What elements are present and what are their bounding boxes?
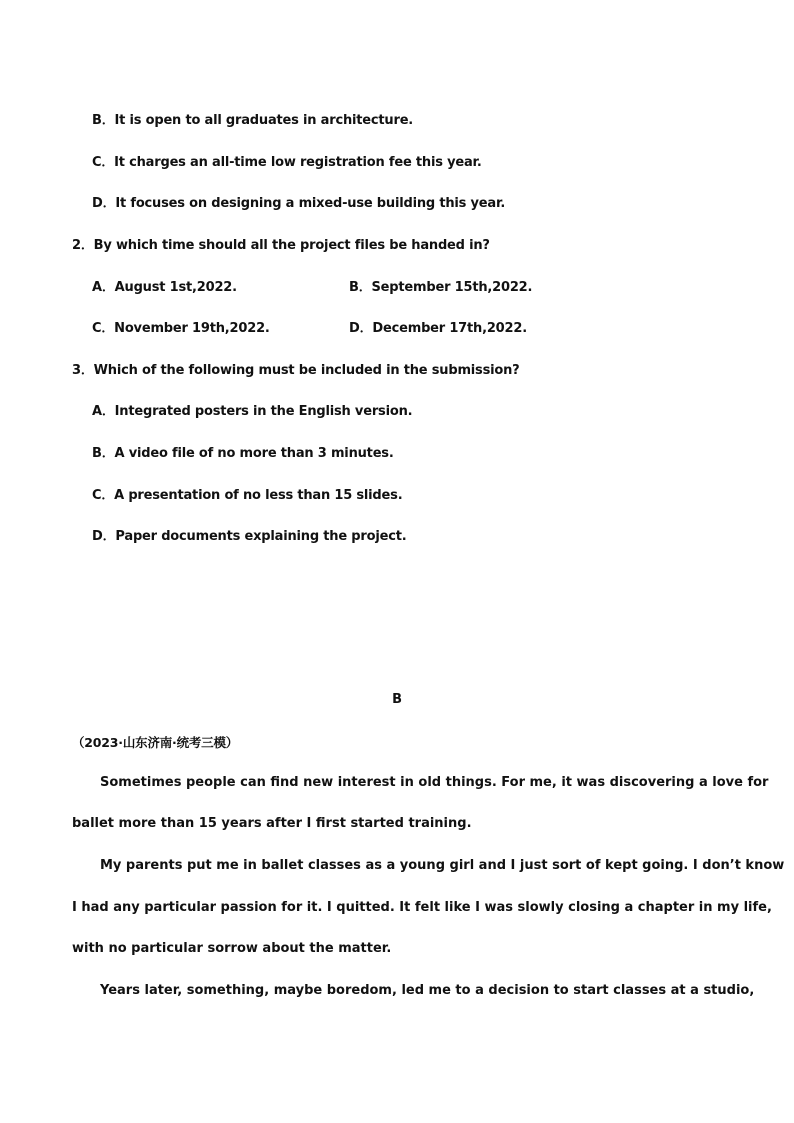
q2-stem: 2．By which time should all the project files be handed in? [72,238,490,253]
paragraph-line: I had any particular passion for it. I quitted. It felt like I was slowly closing a chapter in my life, [72,900,772,915]
paragraph-line: Sometimes people can find new interest in old things. For me, it was discovering a love for [100,775,769,790]
q2-option-d: D．December 17th,2022. [349,321,527,336]
paragraph-line: My parents put me in ballet classes as a young girl and I just sort of kept going. I don’t know [100,858,785,873]
paragraph-3 [72,983,755,1024]
section-heading: B [392,692,402,707]
q1-option-c: C．It charges an all-time low registration fee this year. [92,155,482,170]
paragraph-line: ballet more than 15 years after I first started training. [72,816,472,831]
q3-option-b: B．A video file of no more than 3 minutes. [92,446,394,461]
source-note: （2023·山东济南·统考三模） [72,735,239,750]
q3-option-a: A．Integrated posters in the English version. [92,404,413,419]
q3-option-d: D．Paper documents explaining the project. [92,529,407,544]
q2-option-b: B．September 15th,2022. [349,280,533,295]
paragraph-line: Years later, something, maybe boredom, led me to a decision to start classes at a studio, [100,983,755,998]
q2-option-c: C．November 19th,2022. [92,321,270,336]
q1-option-b: B．It is open to all graduates in architecture. [92,113,414,128]
paragraph-line: with no particular sorrow about the matter. [72,941,392,956]
paragraph-1 [72,775,769,857]
paragraph-2 [72,858,785,982]
q2-option-a: A．August 1st,2022. [92,280,237,295]
q3-stem: 3．Which of the following must be included in the submission? [72,363,520,378]
q1-option-d: D．It focuses on designing a mixed-use building this year. [92,196,506,211]
q3-option-c: C．A presentation of no less than 15 slides. [92,488,403,503]
